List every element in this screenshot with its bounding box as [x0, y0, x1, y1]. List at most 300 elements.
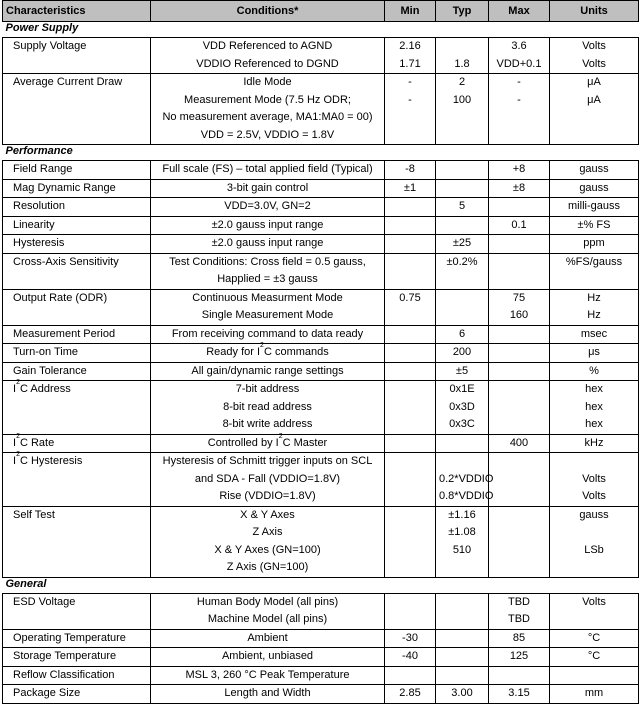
units-line: %FS/gauss [565, 255, 623, 268]
cell-max [489, 453, 550, 507]
cell-units [550, 74, 639, 145]
cond-line: Hysteresis of Schmitt trigger inputs on SCL [162, 455, 373, 467]
cell-name [3, 434, 151, 453]
cell-name [3, 253, 151, 289]
cond-line: VDDIO Referenced to DGND [196, 57, 339, 70]
cell-min [385, 161, 436, 180]
cell-max [489, 179, 550, 198]
cell-name [3, 179, 151, 198]
cell-name [3, 648, 151, 667]
max-line: TBD [508, 595, 530, 608]
units-line: kHz [584, 436, 604, 449]
typ-line [439, 38, 485, 56]
cell-cond [151, 648, 385, 667]
spec-row [3, 344, 639, 363]
cell-name [3, 666, 151, 685]
cell-cond [151, 38, 385, 74]
name-line: $I^2C$ Hysteresis [13, 451, 83, 467]
spec-row [3, 235, 639, 254]
min-line [388, 435, 432, 453]
max-line: 3.6 [511, 40, 527, 52]
units-line: hex [585, 383, 603, 395]
name-line: Field Range [13, 163, 73, 175]
cell-units [550, 161, 639, 180]
min-line: - [408, 93, 412, 106]
cell-units [550, 685, 639, 704]
max-line [492, 507, 546, 525]
name-line: Mag Dynamic Range [13, 181, 116, 194]
spec-row [3, 453, 639, 507]
typ-line [439, 594, 485, 612]
min-line: 2.85 [399, 687, 421, 699]
name-line: Hysteresis [13, 237, 65, 249]
cond-line: Z Axis (GN=100) [226, 561, 309, 573]
name-line: Resolution [13, 200, 65, 212]
cell-min [385, 506, 436, 577]
cond-line: 3-bit gain control [226, 181, 309, 194]
cell-max [489, 629, 550, 648]
cell-name [3, 216, 151, 235]
name-line: Measurement Period [13, 327, 116, 340]
min-line [388, 667, 432, 685]
typ-line: ±0.2% [446, 255, 478, 268]
cell-units [550, 179, 639, 198]
cell-typ [436, 198, 489, 217]
cond-line: Continuous Measurment Mode [192, 291, 343, 304]
units-line [553, 667, 635, 685]
superscript-2: 2 [16, 451, 20, 458]
cell-typ [436, 381, 489, 435]
name-line: Output Rate (ODR) [13, 291, 108, 304]
name-line: ESD Voltage [13, 595, 76, 608]
max-line: 0.1 [511, 218, 527, 231]
typ-line: 0.8*VDDIO [439, 490, 494, 502]
typ-line: ±1.08 [448, 526, 476, 538]
max-line [492, 667, 546, 685]
cell-typ [436, 506, 489, 577]
min-line [388, 198, 432, 216]
cell-cond [151, 198, 385, 217]
name-line: Self Test [13, 508, 55, 521]
cond-line: All gain/dynamic range settings [191, 364, 344, 377]
units-line: μA [587, 76, 601, 88]
cell-cond [151, 325, 385, 344]
min-line [388, 235, 432, 253]
cond-line: Measurement Mode (7.5 Hz ODR; [184, 93, 351, 106]
cell-typ [436, 325, 489, 344]
spec-row [3, 666, 639, 685]
cell-name [3, 325, 151, 344]
cell-typ [436, 344, 489, 363]
typ-line: 100 [452, 93, 472, 106]
cell-min [385, 198, 436, 217]
cell-cond [151, 506, 385, 577]
cell-name [3, 161, 151, 180]
cell-name [3, 453, 151, 507]
cell-cond [151, 216, 385, 235]
cond-line: 8-bit read address [223, 400, 312, 413]
cell-cond [151, 453, 385, 507]
name-line: Storage Temperature [13, 650, 117, 662]
cell-min [385, 235, 436, 254]
spec-row [3, 593, 639, 629]
cell-min [385, 434, 436, 453]
cell-typ [436, 161, 489, 180]
min-line [388, 594, 432, 612]
name-line: Reflow Classification [13, 668, 115, 681]
cell-typ [436, 453, 494, 507]
units-line: °C [587, 650, 601, 662]
typ-line [439, 435, 485, 453]
cell-cond [151, 253, 385, 289]
spec-row [3, 253, 639, 289]
cond-line: Human Body Model (all pins) [196, 595, 339, 608]
cond-line: Happlied = ±3 gauss [217, 273, 318, 285]
section-title: Performance [3, 145, 639, 161]
max-line [492, 453, 546, 471]
cell-units [550, 666, 639, 685]
units-line: LSb [584, 543, 604, 556]
cell-typ [436, 38, 489, 74]
cond-line: Z Axis [252, 526, 283, 538]
typ-line [439, 290, 485, 308]
max-line: 85 [512, 631, 526, 644]
typ-line: 2 [458, 76, 466, 88]
cell-min [385, 362, 436, 381]
cell-max [489, 381, 550, 435]
header-cell-name: Characteristics [3, 1, 151, 22]
max-line: - [517, 76, 521, 88]
max-line [492, 381, 546, 399]
cond-line: 7-bit address [235, 383, 300, 395]
name-line: $I^2C$ Rate [13, 432, 55, 449]
header-cell-units: Units [550, 1, 639, 22]
superscript-2: 2 [16, 379, 20, 386]
cell-cond [151, 629, 385, 648]
cond-line: Length and Width [224, 687, 311, 699]
min-line [388, 217, 432, 235]
cell-cond [151, 381, 385, 435]
cell-cond [151, 685, 385, 704]
typ-line: 6 [458, 327, 466, 340]
max-line: 3.15 [508, 687, 530, 699]
cond-line: ±2.0 gauss input range [211, 218, 324, 231]
spec-row [3, 325, 639, 344]
cell-name [3, 38, 151, 74]
cell-cond [151, 161, 385, 180]
min-line [388, 344, 432, 362]
max-line [492, 344, 546, 362]
units-line: μs [588, 346, 600, 358]
spec-row [3, 74, 639, 145]
cell-units [550, 506, 639, 577]
spec-row [3, 216, 639, 235]
min-line [388, 326, 432, 344]
cell-units [550, 235, 639, 254]
cond-line: Ready for $I^2C$ commands [206, 342, 329, 358]
spec-row [3, 434, 639, 453]
typ-line: ±5 [455, 364, 469, 377]
max-line: 125 [509, 650, 529, 662]
name-line: Supply Voltage [13, 40, 87, 52]
cell-min [385, 253, 436, 289]
cond-line: Single Measurement Mode [201, 309, 334, 321]
cond-line: From receiving command to data ready [171, 327, 364, 340]
min-line: ±1 [403, 181, 417, 194]
cond-line: ±2.0 gauss input range [211, 237, 324, 249]
cell-units [550, 325, 639, 344]
cell-name [3, 506, 151, 577]
typ-line [439, 180, 485, 198]
cell-max [489, 74, 550, 145]
cell-max [489, 325, 550, 344]
units-line: gauss [579, 508, 609, 521]
min-line: 0.75 [399, 291, 421, 304]
spec-row [3, 362, 639, 381]
cell-units [550, 198, 639, 217]
spec-row [3, 161, 639, 180]
cell-max [489, 434, 550, 453]
units-line: Hz [587, 291, 601, 304]
min-line [388, 363, 432, 381]
typ-line [439, 630, 485, 648]
units-line: hex [585, 400, 603, 413]
cell-units [550, 453, 639, 507]
max-line [492, 198, 546, 216]
max-line: 75 [512, 291, 526, 304]
typ-line: 510 [452, 543, 472, 556]
typ-line: 3.00 [451, 687, 473, 699]
cell-min [385, 381, 436, 435]
cell-cond [151, 179, 385, 198]
cell-cond [151, 289, 385, 325]
name-line: Average Current Draw [13, 76, 123, 88]
cell-name [3, 235, 151, 254]
cell-min [385, 289, 436, 325]
cell-units [550, 362, 639, 381]
cell-name [3, 289, 151, 325]
cell-typ [436, 235, 489, 254]
cell-typ [436, 362, 489, 381]
cell-typ [436, 179, 489, 198]
min-line [388, 453, 432, 471]
cell-typ [436, 685, 489, 704]
cell-units [550, 253, 639, 289]
max-line [492, 326, 546, 344]
cond-line: Rise (VDDIO=1.8V) [219, 490, 316, 502]
units-line: msec [580, 327, 608, 340]
cell-min [385, 685, 436, 704]
cell-max [489, 235, 550, 254]
units-line: μA [587, 93, 601, 106]
max-line: 400 [509, 436, 529, 449]
cell-typ [436, 629, 489, 648]
header-cell-cond: Conditions* [151, 1, 385, 22]
cell-min [385, 648, 436, 667]
cell-max [489, 648, 550, 667]
name-line: Cross-Axis Sensitivity [13, 255, 119, 268]
cond-line: VDD=3.0V, GN=2 [224, 200, 311, 212]
max-line: VDD+0.1 [496, 57, 542, 70]
section-row [3, 22, 639, 38]
spec-row [3, 179, 639, 198]
min-line: -40 [402, 650, 418, 662]
spec-row [3, 289, 639, 325]
min-line: 1.71 [399, 57, 421, 70]
typ-line [439, 667, 485, 685]
spec-row [3, 648, 639, 667]
max-line [492, 254, 546, 272]
max-line [492, 363, 546, 381]
cond-line: MSL 3, 260 °C Peak Temperature [185, 668, 350, 681]
units-line [553, 524, 635, 542]
cond-line: Test Conditions: Cross field = 0.5 gauss, [169, 255, 366, 268]
cond-line: Machine Model (all pins) [207, 613, 328, 625]
typ-line: ±1.16 [448, 508, 476, 521]
typ-line [439, 453, 485, 471]
section-row [3, 145, 639, 161]
max-line: 160 [509, 309, 529, 321]
cell-typ [436, 74, 489, 145]
cell-name [3, 629, 151, 648]
cell-units [550, 289, 639, 325]
section-row [3, 577, 639, 593]
cell-min [385, 593, 436, 629]
header-cell-max: Max [489, 1, 550, 22]
cell-units [550, 593, 639, 629]
cond-line: VDD = 2.5V, VDDIO = 1.8V [200, 128, 335, 141]
cond-line: No measurement average, MA1:MA0 = 00) [162, 111, 373, 123]
cell-cond [151, 74, 385, 145]
cell-max [489, 685, 550, 704]
typ-line: ±25 [452, 237, 472, 249]
cell-max [489, 38, 550, 74]
cell-min [385, 325, 436, 344]
section-title: Power Supply [3, 22, 639, 38]
cell-units [550, 648, 639, 667]
cell-typ [436, 253, 489, 289]
cell-cond [151, 344, 385, 363]
units-line: gauss [579, 163, 609, 175]
cell-max [489, 362, 550, 381]
specifications-table [2, 0, 639, 704]
cell-cond [151, 362, 385, 381]
units-line: Volts [582, 595, 606, 608]
units-line: °C [587, 631, 601, 644]
name-line: $I^2C$ Address [13, 379, 71, 395]
cell-min [385, 344, 436, 363]
cond-line: X & Y Axes [240, 508, 295, 521]
cell-min [385, 74, 436, 145]
cell-name [3, 593, 151, 629]
cell-cond [151, 666, 385, 685]
cell-cond [151, 593, 385, 629]
cell-name [3, 685, 151, 704]
typ-line [439, 648, 485, 666]
cell-name [3, 362, 151, 381]
typ-line: 0.2*VDDIO [439, 472, 494, 485]
max-line: - [517, 93, 521, 106]
cell-max [489, 289, 550, 325]
typ-line: 0x1E [449, 383, 475, 395]
typ-line: 5 [458, 200, 466, 212]
name-line: Package Size [13, 687, 81, 699]
min-line [388, 254, 432, 272]
typ-line: 1.8 [454, 57, 470, 70]
units-line: hex [585, 418, 603, 430]
typ-line: 0x3D [449, 400, 475, 413]
cell-name [3, 344, 151, 363]
cond-line: VDD Referenced to AGND [202, 40, 333, 52]
max-line [492, 235, 546, 253]
spec-row [3, 381, 639, 435]
max-line: TBD [508, 613, 530, 625]
units-line: ppm [583, 237, 605, 249]
units-line: gauss [579, 181, 609, 194]
cell-typ [436, 289, 489, 325]
cond-line: Ambient, unbiased [221, 650, 314, 662]
name-line: Turn-on Time [13, 346, 79, 358]
cell-max [489, 161, 550, 180]
max-line: +8 [512, 163, 526, 175]
cell-min [385, 179, 436, 198]
units-line [553, 453, 635, 471]
spec-row [3, 198, 639, 217]
cell-typ [436, 593, 489, 629]
cell-min [385, 453, 436, 507]
cell-units [550, 381, 639, 435]
units-line: Volts [582, 57, 606, 70]
cell-units [550, 216, 639, 235]
cond-line: 8-bit write address [222, 418, 313, 430]
cell-min [385, 216, 436, 235]
cell-min [385, 629, 436, 648]
name-line: Gain Tolerance [13, 364, 87, 377]
header-cell-min: Min [385, 1, 436, 22]
cell-units [550, 434, 639, 453]
cell-max [489, 593, 550, 629]
cell-cond [151, 235, 385, 254]
min-line [388, 381, 432, 399]
min-line: -8 [405, 163, 415, 175]
cell-max [489, 216, 550, 235]
min-line: - [408, 76, 412, 88]
cell-max [489, 666, 550, 685]
cell-typ [436, 216, 489, 235]
cell-typ [436, 434, 489, 453]
max-line: ±8 [512, 181, 526, 194]
cell-max [489, 253, 550, 289]
units-line: ±% FS [577, 218, 611, 231]
header-cell-typ: Typ [436, 1, 489, 22]
units-line: % [589, 364, 599, 377]
header-row [3, 1, 639, 22]
cond-line: Idle Mode [243, 76, 292, 88]
cond-line: Controlled by $I^2C$ Master [207, 432, 328, 449]
spec-row [3, 685, 639, 704]
typ-line [439, 217, 485, 235]
superscript-2: 2 [16, 432, 20, 440]
units-line: Hz [587, 309, 601, 321]
cond-line: Full scale (FS) – total applied field (Typical) [162, 163, 373, 175]
cell-name [3, 381, 151, 435]
units-line: Volts [582, 472, 606, 485]
cell-min [385, 38, 436, 74]
cell-cond [151, 434, 385, 453]
min-line [388, 507, 432, 525]
cell-max [489, 198, 550, 217]
cond-line: and SDA - Fall (VDDIO=1.8V) [194, 472, 341, 485]
